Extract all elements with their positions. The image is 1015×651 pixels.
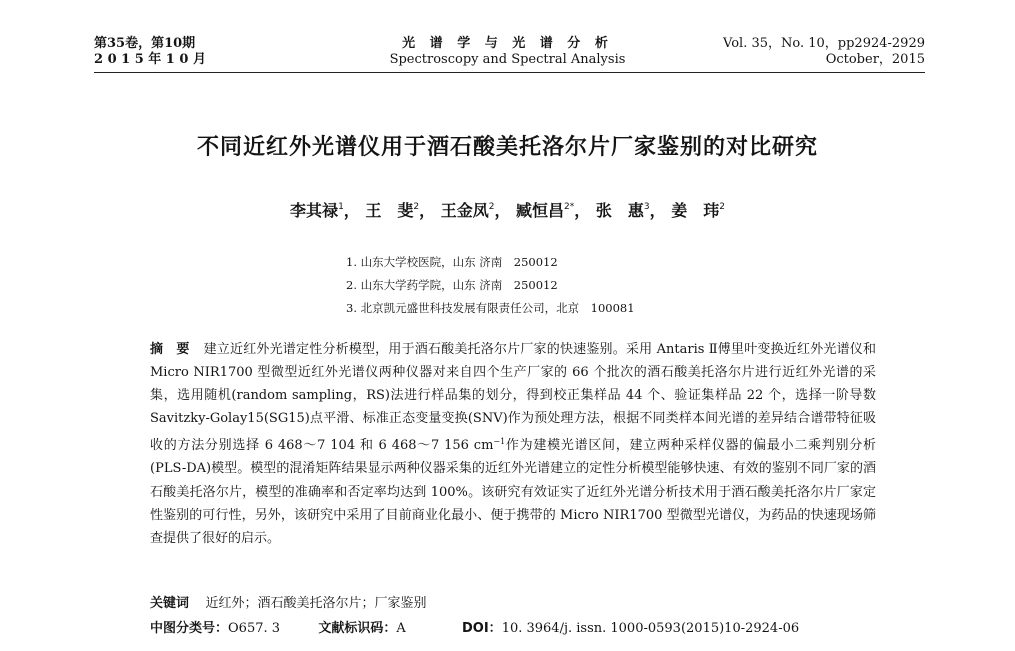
affiliation-list: [346, 251, 635, 320]
doi-value: 10. 3964/j. issn. 1000-0593(2015)10-2924-06: [501, 621, 800, 636]
keywords-label: 关键词: [150, 596, 190, 611]
abstract-superscript: −1: [493, 437, 506, 447]
keywords: [150, 592, 427, 611]
paper-title: 不同近红外光谱仪用于酒石酸美托洛尔片厂家鉴别的对比研究: [196, 135, 818, 160]
journal-name-cn: 光 谱 学 与 光 谱 分 析: [402, 36, 613, 51]
author: 张 惠$^3$: [595, 201, 650, 220]
volume-cn: 第35卷，第10期: [94, 36, 196, 51]
author: 王 斐$^2$: [365, 201, 420, 220]
abstract-text-continued: 作为建模光谱区间，建立两种采样仪器的偏最小二乘判别分析(PLS-DA)模型。模型的混淆矩阵结果显示两种仪器采集的近红外光谱建立的定性分析模型能够快速、有效的鉴别不同厂家的酒石酸美托洛尔片，模型的准确率和否定率均达到 100%。该研究有效证实了近红外光谱分析技术用于酒石酸美托洛尔片厂家定性鉴别的可行性，另外，该研究中采用了目前商业化最小、便于携带的 Micro NIR1700 型微型光谱仪，为药品的快速现场筛查提供了很好的启示。: [150, 438, 876, 546]
doi-label: DOI：: [462, 621, 502, 636]
classification-line: [150, 617, 799, 636]
abstract-text: 建立近红外光谱定性分析模型，用于酒石酸美托洛尔片厂家的快速鉴别。采用 Antaris Ⅱ傅里叶变换近红外光谱仪和 Micro NIR1700 型微型近红外光谱仪两种仪器对来自四个生产厂家的 66 个批次的酒石酸美托洛尔片进行近红外光谱的采集，选用随机(random sampling，RS)法进行样品集的划分，得到校正集样品 44 个、验证集样品 22 个，选择一阶导数 Savitzky-Golay15(SG15)点平滑、标准正态变量变换(SNV)作为预处理方法，根据不同类样本间光谱的差异结合谱带特征吸收的方法分别选择 6 468～7 104 和 6 468～7 156 cm: [150, 342, 876, 454]
author: 李其禄$^1$: [290, 201, 344, 220]
document-code-label: 文献标识码：: [318, 621, 397, 636]
affiliation: 1. 山东大学校医院，山东 济南 250012: [346, 255, 558, 269]
clc-value: O657. 3: [228, 621, 281, 636]
clc-label: 中图分类号：: [150, 621, 229, 636]
keywords-value: 近红外；酒石酸美托洛尔片；厂家鉴别: [205, 596, 427, 611]
volume-en: Vol. 35，No. 10，pp2924-2929: [723, 36, 925, 51]
journal-issue-en: [723, 36, 925, 68]
author: 姜 玮$^2$: [671, 201, 725, 220]
author: 臧恒昌$^{2*}$: [516, 201, 575, 220]
journal-name-en: Spectroscopy and Spectral Analysis: [389, 52, 626, 67]
affiliation: 3. 北京凯元盛世科技发展有限责任公司，北京 100081: [346, 301, 635, 315]
document-code-value: A: [396, 621, 406, 636]
header-rule: [94, 72, 925, 73]
date-en: October，2015: [825, 52, 925, 67]
author-list: 李其禄$^1$， 王 斐$^2$， 王金凤$^2$， 臧恒昌$^{2*}$， 张 惠$^3$， 姜 玮$^2$: [290, 201, 725, 220]
author: 王金凤$^2$: [440, 201, 495, 220]
affiliation: 2. 山东大学药学院，山东 济南 250012: [346, 278, 558, 292]
abstract: [150, 338, 876, 550]
date-cn: 2 0 1 5 年 1 0 月: [94, 52, 206, 67]
abstract-label: 摘 要: [150, 342, 190, 357]
